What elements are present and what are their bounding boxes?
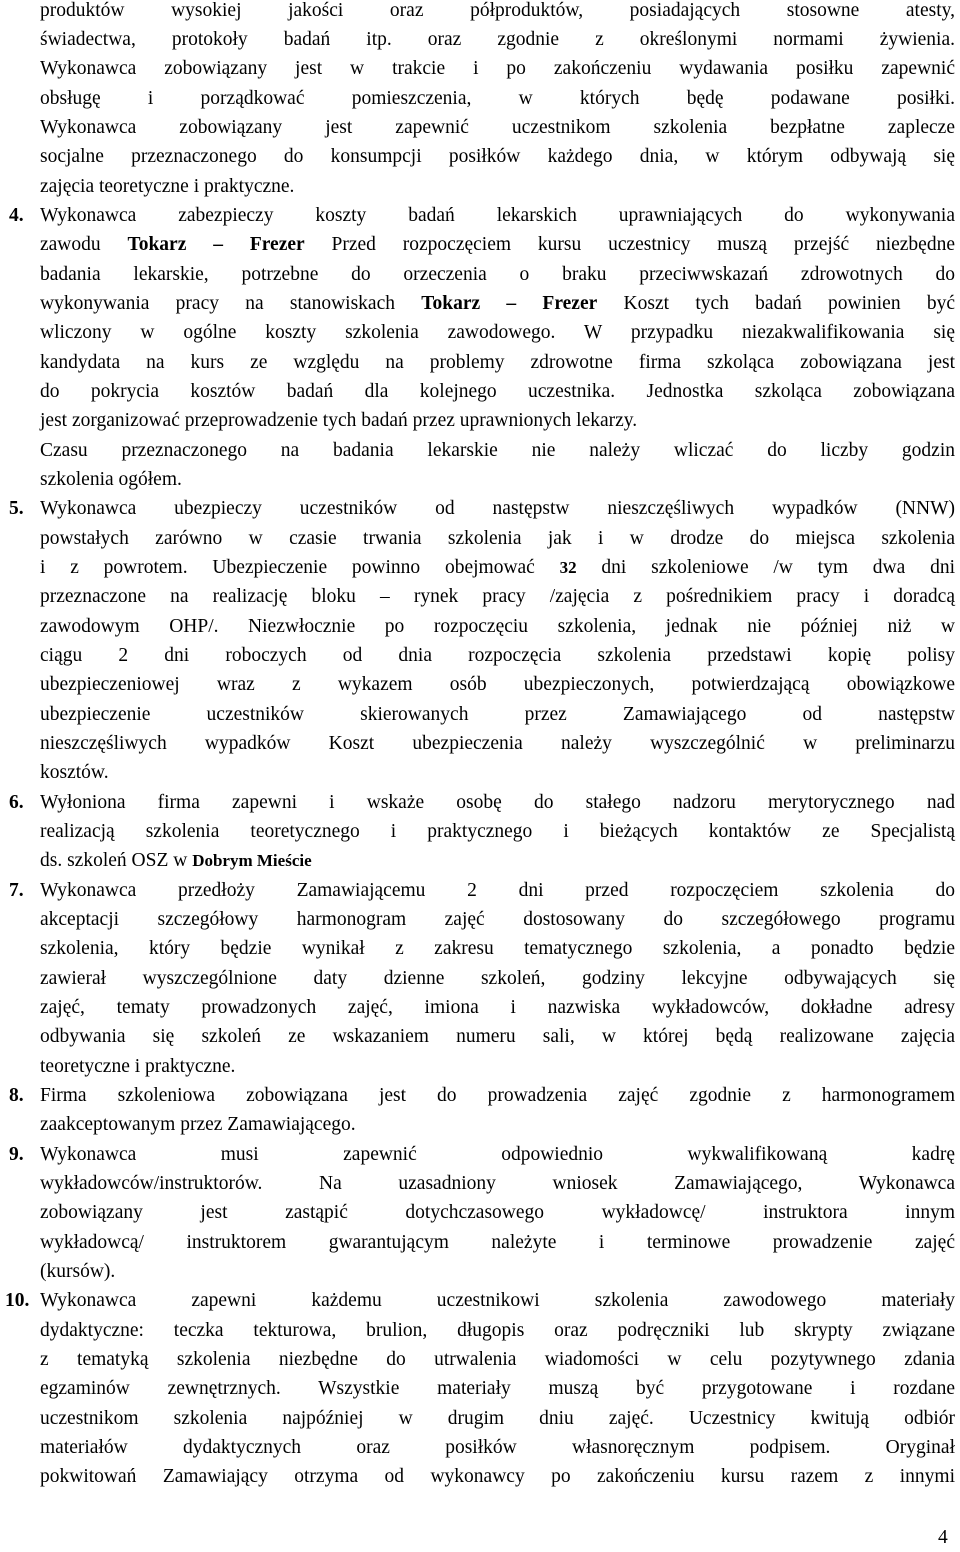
text-line: wykładowców/instruktorów. Na uzasadniony wniosek Zamawiającego, Wykonawca [40, 1173, 955, 1194]
text-line: świadectwa, protokoły badań itp. oraz zgodnie z określonymi normami żywienia. [40, 29, 955, 50]
text-line: ciągu 2 dni roboczych od dnia rozpoczęcia szkolenia przedstawi kopię polisy [40, 645, 955, 666]
text-span: dni szkoleniowe /w tym dwa dni [576, 557, 955, 578]
text-line: szkolenia ogółem. [40, 469, 182, 490]
text-line: Wyłoniona firma zapewni i wskaże osobę do stałego nadzoru merytorycznego nad [40, 792, 955, 813]
text-line: kosztów. [40, 762, 109, 783]
text-line: zajęć, tematy prowadzonych zajęć, imiona i nazwiska wykładowców, dokładne adresy [40, 997, 955, 1018]
text-line: Wykonawca zobowiązany jest zapewnić uczestnikom szkolenia bezpłatne zaplecze [40, 117, 955, 138]
text-line: ubezpieczenie uczestników skierowanych przez Zamawiającego od następstw [40, 704, 955, 725]
text-line: Wykonawca zabezpieczy koszty badań lekarskich uprawniających do wykonywania [40, 205, 955, 226]
text-line: realizacją szkolenia teoretycznego i praktycznego i bieżących kontaktów ze Specjalistą [40, 821, 955, 842]
text-line: Wykonawca ubezpieczy uczestników od następstw nieszczęśliwych wypadków (NNW) [40, 498, 955, 519]
list-number: 9. [9, 1144, 24, 1165]
occupation-name: Tokarz – Frezer [127, 234, 305, 255]
text-line: nieszczęśliwych wypadków Koszt ubezpieczenia należy wyszczególnić w preliminarzu [40, 733, 955, 754]
text-line: zawierał wyszczególnione daty dzienne szkoleń, godziny lekcyjne odbywających się [40, 968, 955, 989]
text-line: badania lekarskie, potrzebne do orzeczenia o braku przeciwwskazań zdrowotnych do [40, 264, 955, 285]
text-line: materiałów dydaktycznych oraz posiłków własnoręcznym podpisem. Oryginał [40, 1437, 955, 1458]
text-line: produktów wysokiej jakości oraz półproduktów, posiadających stosowne atesty, [40, 0, 955, 21]
text-line [40, 846, 312, 875]
text-line: przeznaczone na realizację bloku – rynek pracy /zajęcia z pośrednikiem pracy i doradcą [40, 586, 955, 607]
text-line: egzaminów zewnętrznych. Wszystkie materiały muszą być przygotowane i rozdane [40, 1378, 955, 1399]
text-line: jest zorganizować przeprowadzenie tych badań przez uprawnionych lekarzy. [40, 410, 638, 431]
text-line: kandydata na kurs ze względu na problemy zdrowotne firma szkoląca zobowiązana jest [40, 352, 955, 373]
text-line: Wykonawca musi zapewnić odpowiednio wykwalifikowaną kadrę [40, 1144, 955, 1165]
text-line: Firma szkoleniowa zobowiązana jest do prowadzenia zajęć zgodnie z harmonogramem [40, 1085, 955, 1106]
text-line: obsługę i porządkować pomieszczenia, w których będę podawane posiłki. [40, 88, 955, 109]
text-line [40, 289, 955, 318]
text-line [40, 553, 955, 582]
page-number: 4 [938, 1527, 948, 1548]
text-line: wliczony w ogólne koszty szkolenia zawodowego. W przypadku niezakwalifikowania się [40, 322, 955, 343]
text-line: pokwitowań Zamawiający otrzyma od wykonawcy po zakończeniu kursu razem z innymi [40, 1466, 955, 1487]
text-line: do pokrycia kosztów badań dla kolejnego uczestnika. Jednostka szkoląca zobowiązana [40, 381, 955, 402]
days-count: 32 [559, 558, 577, 577]
text-span: Koszt tych badań powinien być [597, 293, 955, 314]
text-span: Przed rozpoczęciem kursu uczestnicy muszą przejść niezbędne [304, 234, 955, 255]
text-line: powstałych zarówno w czasie trwania szkolenia jak i w drodze do miejsca szkolenia [40, 528, 955, 549]
text-line: dydaktyczne: teczka tekturowa, brulion, długopis oraz podręczniki lub skrypty związane [40, 1320, 955, 1341]
text-line: szkolenia, który będzie wynikał z zakresu tematycznego szkolenia, a ponadto będzie [40, 938, 955, 959]
city-name: Dobrym Mieście [192, 851, 312, 870]
list-number: 10. [5, 1290, 30, 1311]
text-line: (kursów). [40, 1261, 116, 1282]
text-line: akceptacji szczegółowy harmonogram zajęć dostosowany do szczegółowego programu [40, 909, 955, 930]
text-line: Czasu przeznaczonego na badania lekarskie nie należy wliczać do liczby godzin [40, 440, 955, 461]
text-line: zawodowym OHP/. Niezwłocznie po rozpoczęciu szkolenia, jednak nie później niż w [40, 616, 955, 637]
occupation-name: Tokarz – Frezer [421, 293, 598, 314]
text-line: wykładowcą/ instruktorem gwarantującym należyte i terminowe prowadzenie zajęć [40, 1232, 955, 1253]
text-line: Wykonawca zapewni każdemu uczestnikowi szkolenia zawodowego materiały [40, 1290, 955, 1311]
text-span: i z powrotem. Ubezpieczenie powinno obejmować [40, 557, 560, 578]
text-line: Wykonawca przedłoży Zamawiającemu 2 dni przed rozpoczęciem szkolenia do [40, 880, 955, 901]
text-line: zaakceptowanym przez Zamawiającego. [40, 1114, 356, 1135]
text-line: uczestnikom szkolenia najpóźniej w drugim dniu zajęć. Uczestnicy kwitują odbiór [40, 1408, 955, 1429]
list-number: 4. [9, 205, 24, 226]
list-number: 6. [9, 792, 24, 813]
text-span: zawodu [40, 234, 128, 255]
list-number: 8. [9, 1085, 24, 1106]
text-line: odbywania się szkoleń ze wskazaniem numeru sali, w której będą realizowane zajęcia [40, 1026, 955, 1047]
text-line: socjalne przeznaczonego do konsumpcji posiłków każdego dnia, w którym odbywają się [40, 146, 955, 167]
text-line: z tematyką szkolenia niezbędne do utrwalenia wiadomości w celu pozytywnego zdania [40, 1349, 955, 1370]
text-line [40, 230, 955, 259]
text-line: teoretyczne i praktyczne. [40, 1056, 236, 1077]
text-span: ds. szkoleń OSZ w [40, 850, 193, 871]
text-line: zobowiązany jest zastąpić dotychczasowego wykładowcę/ instruktora innym [40, 1202, 955, 1223]
list-number: 7. [9, 880, 24, 901]
text-line: Wykonawca zobowiązany jest w trakcie i po zakończeniu wydawania posiłku zapewnić [40, 58, 955, 79]
text-span: wykonywania pracy na stanowiskach [40, 293, 422, 314]
list-number: 5. [9, 498, 24, 519]
text-line: ubezpieczeniowej wraz z wykazem osób ubezpieczonych, potwierdzającą obowiązkowe [40, 674, 955, 695]
text-line: zajęcia teoretyczne i praktyczne. [40, 176, 295, 197]
